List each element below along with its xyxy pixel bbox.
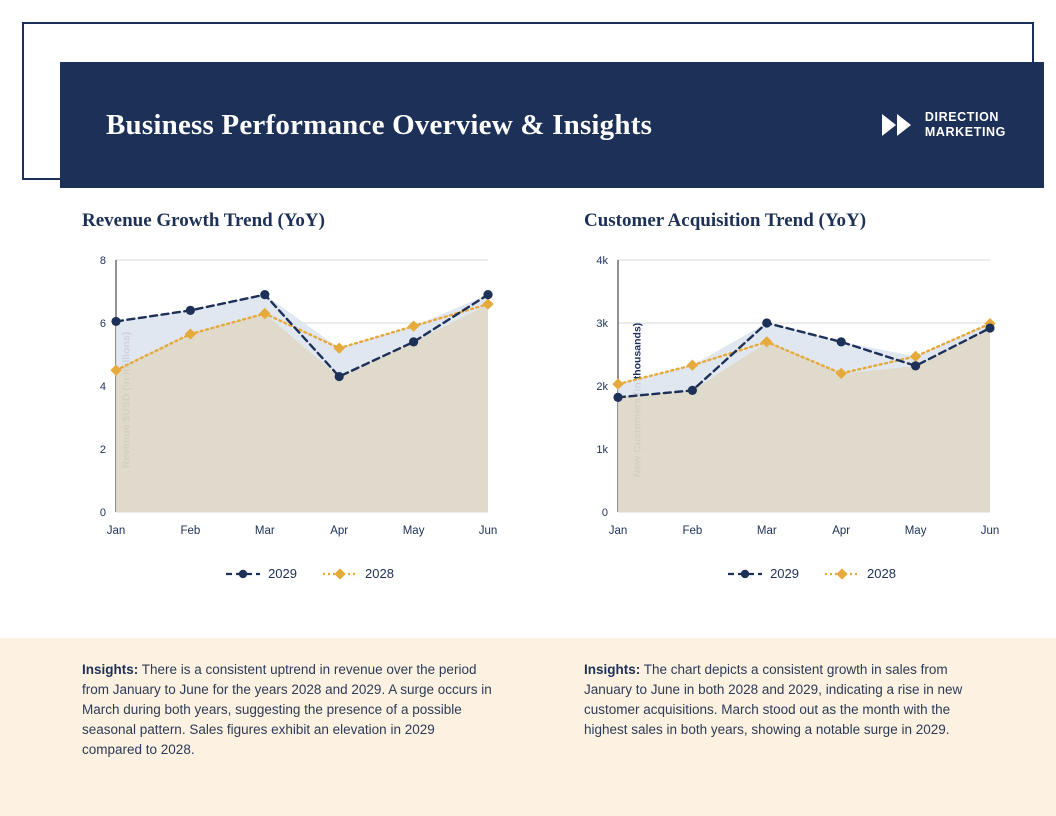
svg-text:Mar: Mar <box>254 525 275 537</box>
insight-customers <box>584 660 992 740</box>
chart-customers-title: Customer Acquisition Trend (YoY) <box>584 210 867 231</box>
svg-text:May: May <box>402 525 425 537</box>
page-title: Business Performance Overview & Insights <box>106 108 653 141</box>
chart-revenue-svg <box>60 250 500 550</box>
svg-text:8: 8 <box>99 255 106 267</box>
legend-label-2029: 2029 <box>268 566 297 581</box>
svg-text:Jan: Jan <box>106 525 126 537</box>
header-bar <box>60 62 1044 188</box>
insight-customers-label: Insights: <box>584 662 641 677</box>
legend-item-2029-b <box>728 566 799 581</box>
svg-text:Jan: Jan <box>608 525 628 537</box>
svg-text:Feb: Feb <box>682 525 703 537</box>
svg-text:0: 0 <box>601 507 608 519</box>
insight-revenue-text: There is a consistent uptrend in revenue over the period from January to June for the years 2028 and 2029. A surge occurs in March during both years, suggesting the presence of a possible seasonal pattern. Sales figures exhibit an elevation in 2029 compared to 2028. <box>82 662 492 757</box>
svg-text:Apr: Apr <box>330 525 349 537</box>
svg-text:Jun: Jun <box>980 525 1000 537</box>
svg-text:Feb: Feb <box>180 525 201 537</box>
chart-customers-legend <box>592 566 1032 581</box>
insights-band <box>0 638 1056 816</box>
brand-name-line1: DIRECTION <box>924 110 1000 124</box>
legend-label-2028: 2028 <box>365 566 394 581</box>
legend-item-2028 <box>323 566 394 581</box>
svg-text:2k: 2k <box>596 381 608 393</box>
brand-logo <box>882 110 1006 140</box>
brand-name-line2: MARKETING <box>924 125 1006 139</box>
svg-text:4: 4 <box>99 381 106 393</box>
chart-revenue-title: Revenue Growth Trend (YoY) <box>82 210 325 231</box>
legend-swatch-2029-b <box>728 568 762 580</box>
chart-customers-svg <box>562 250 1002 550</box>
svg-text:May: May <box>904 525 927 537</box>
svg-text:Apr: Apr <box>832 525 851 537</box>
header-frame <box>22 22 1034 180</box>
svg-text:6: 6 <box>99 318 106 330</box>
svg-text:0: 0 <box>99 507 106 519</box>
svg-text:2: 2 <box>99 444 106 456</box>
svg-text:Jun: Jun <box>478 525 498 537</box>
svg-text:Mar: Mar <box>756 525 777 537</box>
legend-swatch-2029 <box>226 568 260 580</box>
double-triangle-icon <box>882 114 911 136</box>
insight-customers-text: The chart depicts a consistent growth in sales from January to June in both 2028 and 2029, indicating a rise in new customer acquisitions. March stood out as the month with the highest sales in both years, showing a notable surge in 2029. <box>584 662 963 737</box>
svg-text:1k: 1k <box>596 444 608 456</box>
chart-revenue <box>60 210 530 610</box>
legend-label-2028-b: 2028 <box>867 566 896 581</box>
legend-swatch-2028-b <box>825 568 859 580</box>
chart-revenue-plot <box>60 250 500 550</box>
legend-swatch-2028 <box>323 568 357 580</box>
brand-name <box>925 110 1006 140</box>
chart-customers <box>562 210 1032 610</box>
svg-text:3k: 3k <box>596 318 608 330</box>
insight-revenue-label: Insights: <box>82 662 139 677</box>
svg-text:4k: 4k <box>596 255 608 267</box>
legend-item-2029 <box>226 566 297 581</box>
legend-label-2029-b: 2029 <box>770 566 799 581</box>
chart-customers-plot <box>562 250 1002 550</box>
insight-revenue <box>82 660 494 760</box>
legend-item-2028-b <box>825 566 896 581</box>
chart-revenue-legend <box>90 566 530 581</box>
